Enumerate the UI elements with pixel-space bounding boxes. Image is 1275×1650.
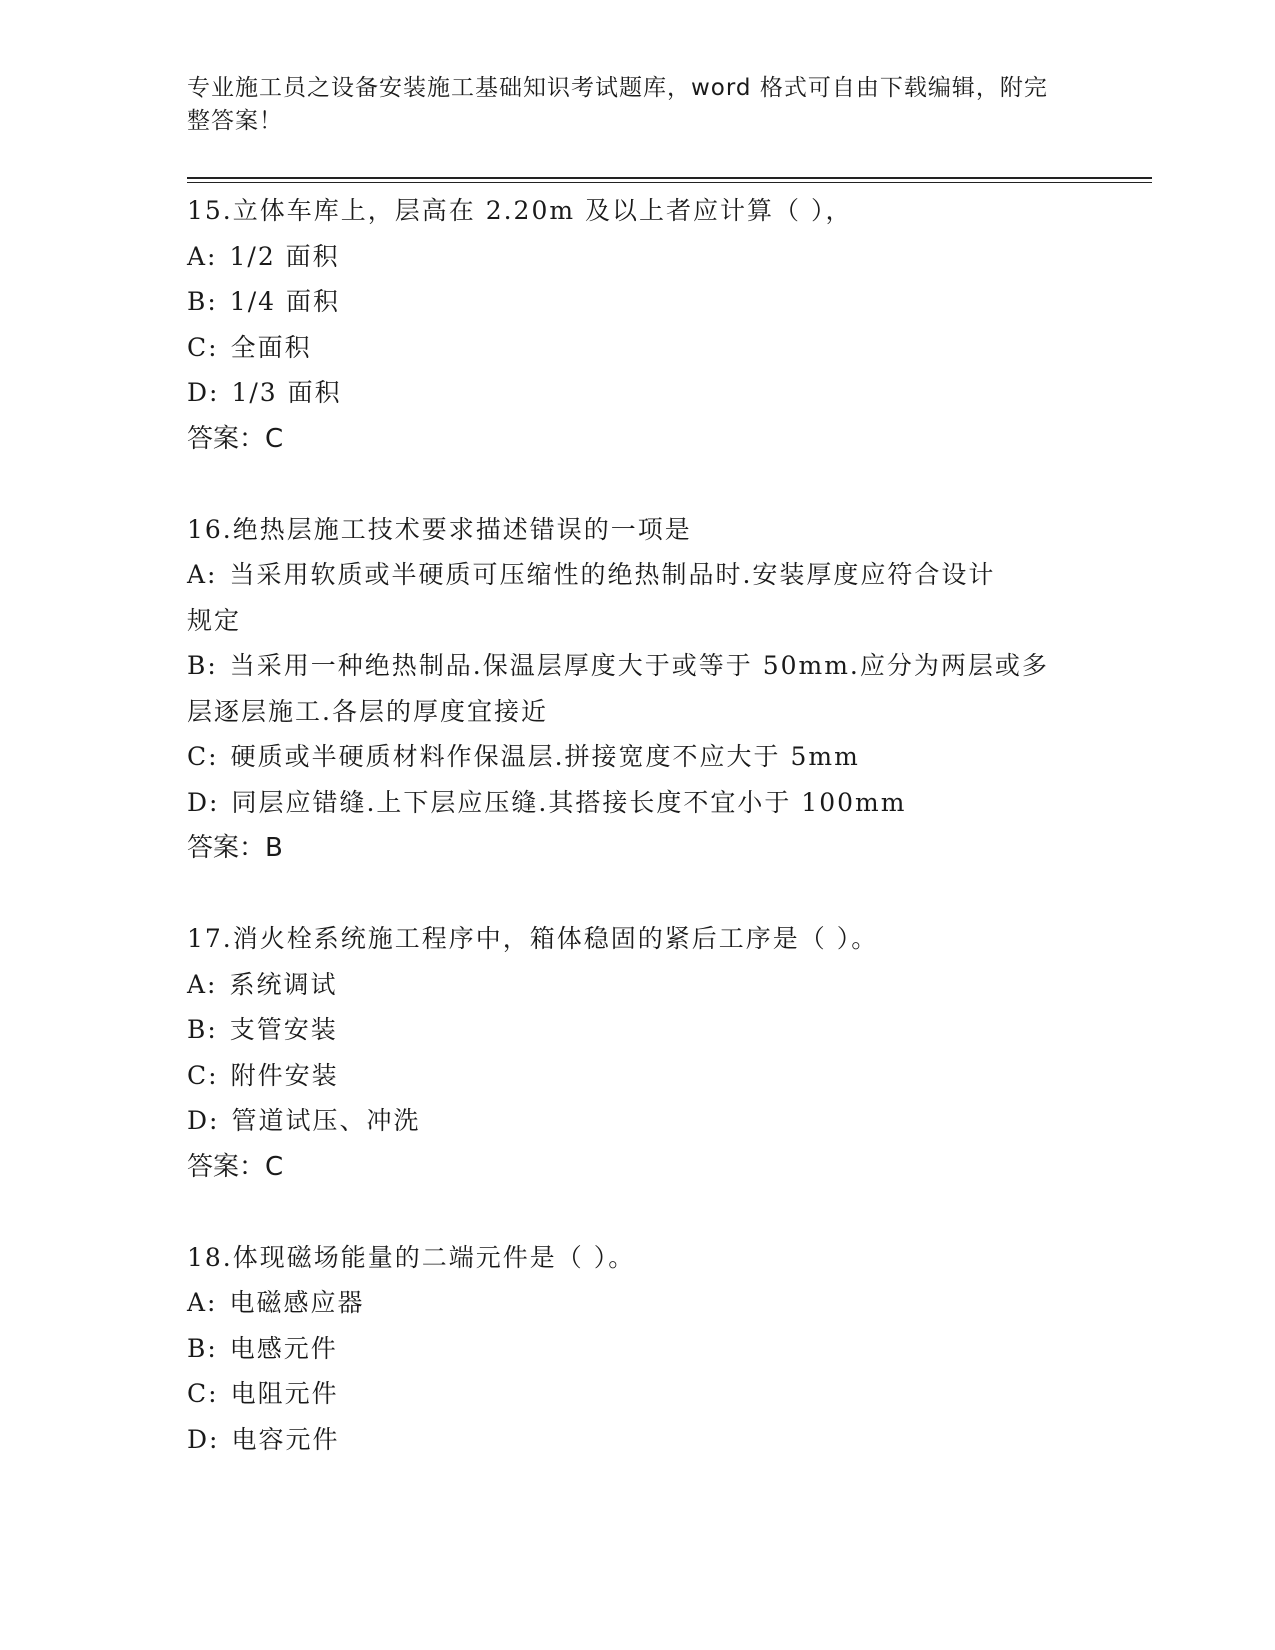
question-16 [187,507,1087,872]
option-c [187,734,1087,780]
option-text: 电磁感应器 [229,1288,365,1317]
option-b [187,643,1087,689]
answer: 答案：C [187,1151,284,1182]
header-title-line1: 专业施工员之设备安装施工基础知识考试题库，word 格式可自由下载编辑，附完 [187,75,1048,101]
option-text: 同层应错缝.上下层应压缝.其搭接长度不宜小于 100mm [231,787,907,817]
option-b [187,279,1087,325]
question-stem: 17.消火栓系统施工程序中，箱体稳固的紧后工序是（ ）。 [187,924,879,953]
option-label: A: [187,560,218,589]
question-18 [187,1235,1087,1463]
header-title-line2: 整答案！ [187,108,283,134]
option-a-continuation: 规定 [187,605,242,635]
header-divider-thin [187,182,1152,183]
option-c [187,1053,1087,1099]
option-text: 1/2 面积 [229,241,340,271]
question-17 [187,916,1087,1190]
option-text: 电阻元件 [230,1379,339,1408]
option-b [187,1007,1087,1053]
option-label: C: [187,1060,219,1090]
option-text: 当采用一种绝热制品.保温层厚度大于或等于 50mm.应分为两层或多 [229,651,1049,680]
option-label: B: [187,1015,218,1044]
option-d [187,1098,1087,1144]
question-stem: 16.绝热层施工技术要求描述错误的一项是 [187,514,692,544]
option-label: A: [187,969,218,999]
question-stem: 18.体现磁场能量的二端元件是（ ）。 [187,1242,636,1272]
option-label: B: [187,287,218,316]
option-d [187,1417,1087,1463]
option-d [187,370,1087,416]
option-c [187,1371,1087,1417]
option-label: B: [187,1333,218,1363]
option-text: 电感元件 [229,1333,338,1363]
option-label: C: [187,742,219,771]
option-text: 电容元件 [231,1424,340,1454]
option-label: D: [187,1424,220,1454]
option-text: 支管安装 [229,1015,338,1044]
answer: 答案：B [187,833,283,863]
option-label: C: [187,332,219,362]
document-header [187,72,1067,138]
option-label: D: [187,1106,220,1135]
option-text: 系统调试 [229,969,338,999]
option-b [187,1326,1087,1372]
option-c [187,325,1087,371]
option-label: C: [187,1379,219,1408]
option-text: 管道试压、冲洗 [231,1106,421,1135]
answer: 答案：C [187,423,284,454]
option-label: B: [187,651,218,680]
option-d [187,780,1087,826]
option-label: A: [187,1288,218,1317]
question-15 [187,188,1087,462]
question-list [187,188,1087,1507]
option-text: 全面积 [230,332,312,362]
option-b-continuation: 层逐层施工.各层的厚度宜接近 [187,696,548,726]
option-a [187,552,1087,598]
option-label: D: [187,378,220,407]
option-label: A: [187,241,218,271]
option-text: 附件安装 [230,1060,339,1090]
question-stem: 15.立体车库上，层高在 2.20m 及以上者应计算（ ）， [187,196,853,225]
option-a [187,962,1087,1008]
option-text: 当采用软质或半硬质可压缩性的绝热制品时.安装厚度应符合设计 [229,560,996,589]
header-divider-thick [187,177,1152,179]
option-a [187,1280,1087,1326]
option-label: D: [187,787,220,817]
option-text: 1/3 面积 [231,378,342,407]
option-text: 硬质或半硬质材料作保温层.拼接宽度不应大于 5mm [230,742,860,771]
option-a [187,234,1087,280]
option-text: 1/4 面积 [229,287,340,316]
